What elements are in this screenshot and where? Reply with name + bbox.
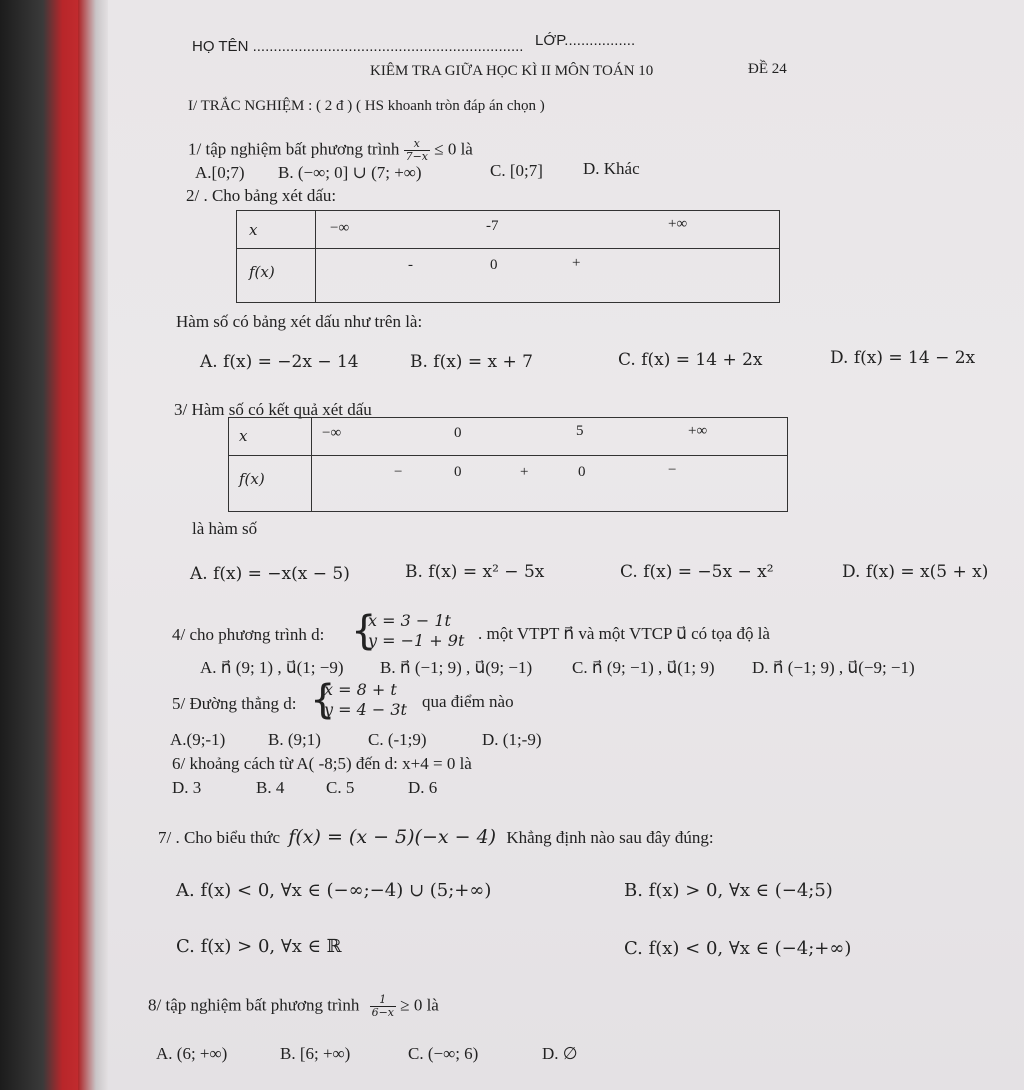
q5-option-c: C. (-1;9) [368,730,427,749]
q2-neg-inf: −∞ [330,220,350,236]
q6-option-3: C. 5 [326,778,355,797]
q3-sign-3: − [668,462,677,478]
q4-prefix: 4/ cho phương trình d: [172,625,325,644]
q6-option-4: D. 6 [408,778,438,797]
q3-neg-inf: −∞ [322,425,342,441]
q7-stem: 7/ . Cho biểu thức f(x) = (x − 5)(−x − 4) Khẳng định nào sau đây đúng: [158,826,714,848]
q2-option-d: D. f(x) = 14 − 2x [830,348,976,368]
q8-option-d: D. ∅ [542,1044,578,1063]
q2-pos-inf: +∞ [668,216,688,232]
q2-x-label: x [249,221,258,239]
q6-option-2: B. 4 [256,778,285,797]
q8-option-b: B. [6; +∞) [280,1044,351,1063]
q1-fraction: $\frac{x}{7-x}$ [405,137,428,163]
q3-zero-2: 0 [578,464,586,480]
q2-question: Hàm số có bảng xét dấu như trên là: [176,312,423,331]
q4-brace: { [351,608,377,654]
q8-option-c: C. (−∞; 6) [408,1044,479,1063]
q2-sign-neg: - [408,257,413,273]
q4-system: x = 3 − 1t y = −1 + 9t [368,611,465,650]
q1-option-b: B. (−∞; 0] ∪ (7; +∞) [278,163,422,182]
q4-option-d: D. n⃗ (−1; 9) , u⃗(−9; −1) [752,658,915,677]
background-edge [0,0,78,1090]
exam-title: KIÊM TRA GIỮA HỌC KÌ II MÔN TOÁN 10 [370,63,654,79]
section-title: I/ TRẮC NGHIỆM : ( 2 đ ) ( HS khoanh tròn đáp án chọn ) [188,98,545,114]
q2-option-b: B. f(x) = x + 7 [410,352,533,372]
q8-option-a: A. (6; +∞) [156,1044,228,1063]
q3-x-label: x [239,427,248,445]
q5-suffix: qua điểm nào [422,692,514,711]
q2-zero: 0 [490,257,498,273]
q3-question: là hàm số [192,519,258,538]
name-label: HỌ TÊN ................................................................. [192,38,524,55]
q2-stem: 2/ . Cho bảng xét dấu: [186,186,337,205]
q4-option-a: A. n⃗ (9; 1) , u⃗(1; −9) [200,658,344,677]
q5-option-d: D. (1;-9) [482,730,542,749]
q2-option-a: A. f(x) = −2x − 14 [200,352,359,372]
q5-system: x = 8 + t y = 4 − 3t [324,680,407,719]
q3-root-0: 0 [454,425,462,441]
q2-option-c: C. f(x) = 14 + 2x [618,350,763,370]
q3-sign-table [228,417,788,512]
q3-root-5: 5 [576,423,584,439]
q2-root: -7 [486,218,499,234]
q3-option-c: C. f(x) = −5x − x² [620,562,774,582]
q7-option-a: A. f(x) < 0, ∀x ∈ (−∞;−4) ∪ (5;+∞) [176,880,492,901]
q6-stem: 6/ khoảng cách từ A( -8;5) đến d: x+4 = 0 là [172,754,472,773]
q3-option-a: A. f(x) = −x(x − 5) [190,564,350,584]
exam-code: ĐỀ 24 [748,61,787,77]
q3-pos-inf: +∞ [688,423,708,439]
q5-prefix: 5/ Đường thẳng d: [172,694,297,713]
q4-option-b: B. n⃗ (−1; 9) , u⃗(9; −1) [380,658,533,677]
class-label: LỚP................. [535,32,636,49]
q4-option-c: C. n⃗ (9; −1) , u⃗(1; 9) [572,658,715,677]
q2-sign-table [236,210,780,303]
q8-stem: 8/ tập nghiệm bất phương trình $\frac{1}{6-x}$ ≥ 0 là [148,993,439,1019]
q3-zero-1: 0 [454,464,462,480]
q2-sign-pos: + [572,255,581,271]
q7-option-c: C. f(x) > 0, ∀x ∈ ℝ [176,936,342,957]
paper-shadow [78,0,108,1090]
q1-option-a: A.[0;7) [195,163,245,182]
q6-option-1: D. 3 [172,778,202,797]
q1-option-c: C. [0;7] [490,161,543,180]
q5-brace: { [310,677,336,723]
q3-option-b: B. f(x) = x² − 5x [405,562,545,582]
q7-option-d: C. f(x) < 0, ∀x ∈ (−4;+∞) [624,938,852,959]
q3-fx-label: f(x) [239,470,265,488]
q2-fx-label: f(x) [249,263,275,281]
q1-stem: 1/ tập nghiệm bất phương trình $\frac{x}{7-x}$ ≤ 0 là [188,137,473,163]
q1-option-d: D. Khác [583,159,640,178]
q3-option-d: D. f(x) = x(5 + x) [842,562,989,582]
q3-sign-1: − [394,464,403,480]
q3-stem: 3/ Hàm số có kết quả xét dấu [174,400,372,419]
exam-paper [108,0,1024,1090]
q4-suffix: . một VTPT n⃗ và một VTCP u⃗ có tọa độ là [478,624,770,643]
q5-option-b: B. (9;1) [268,730,321,749]
q5-option-a: A.(9;-1) [170,730,226,749]
q8-fraction: $\frac{1}{6-x}$ [371,993,394,1019]
q7-option-b: B. f(x) > 0, ∀x ∈ (−4;5) [624,880,833,901]
q3-sign-2: + [520,464,529,480]
